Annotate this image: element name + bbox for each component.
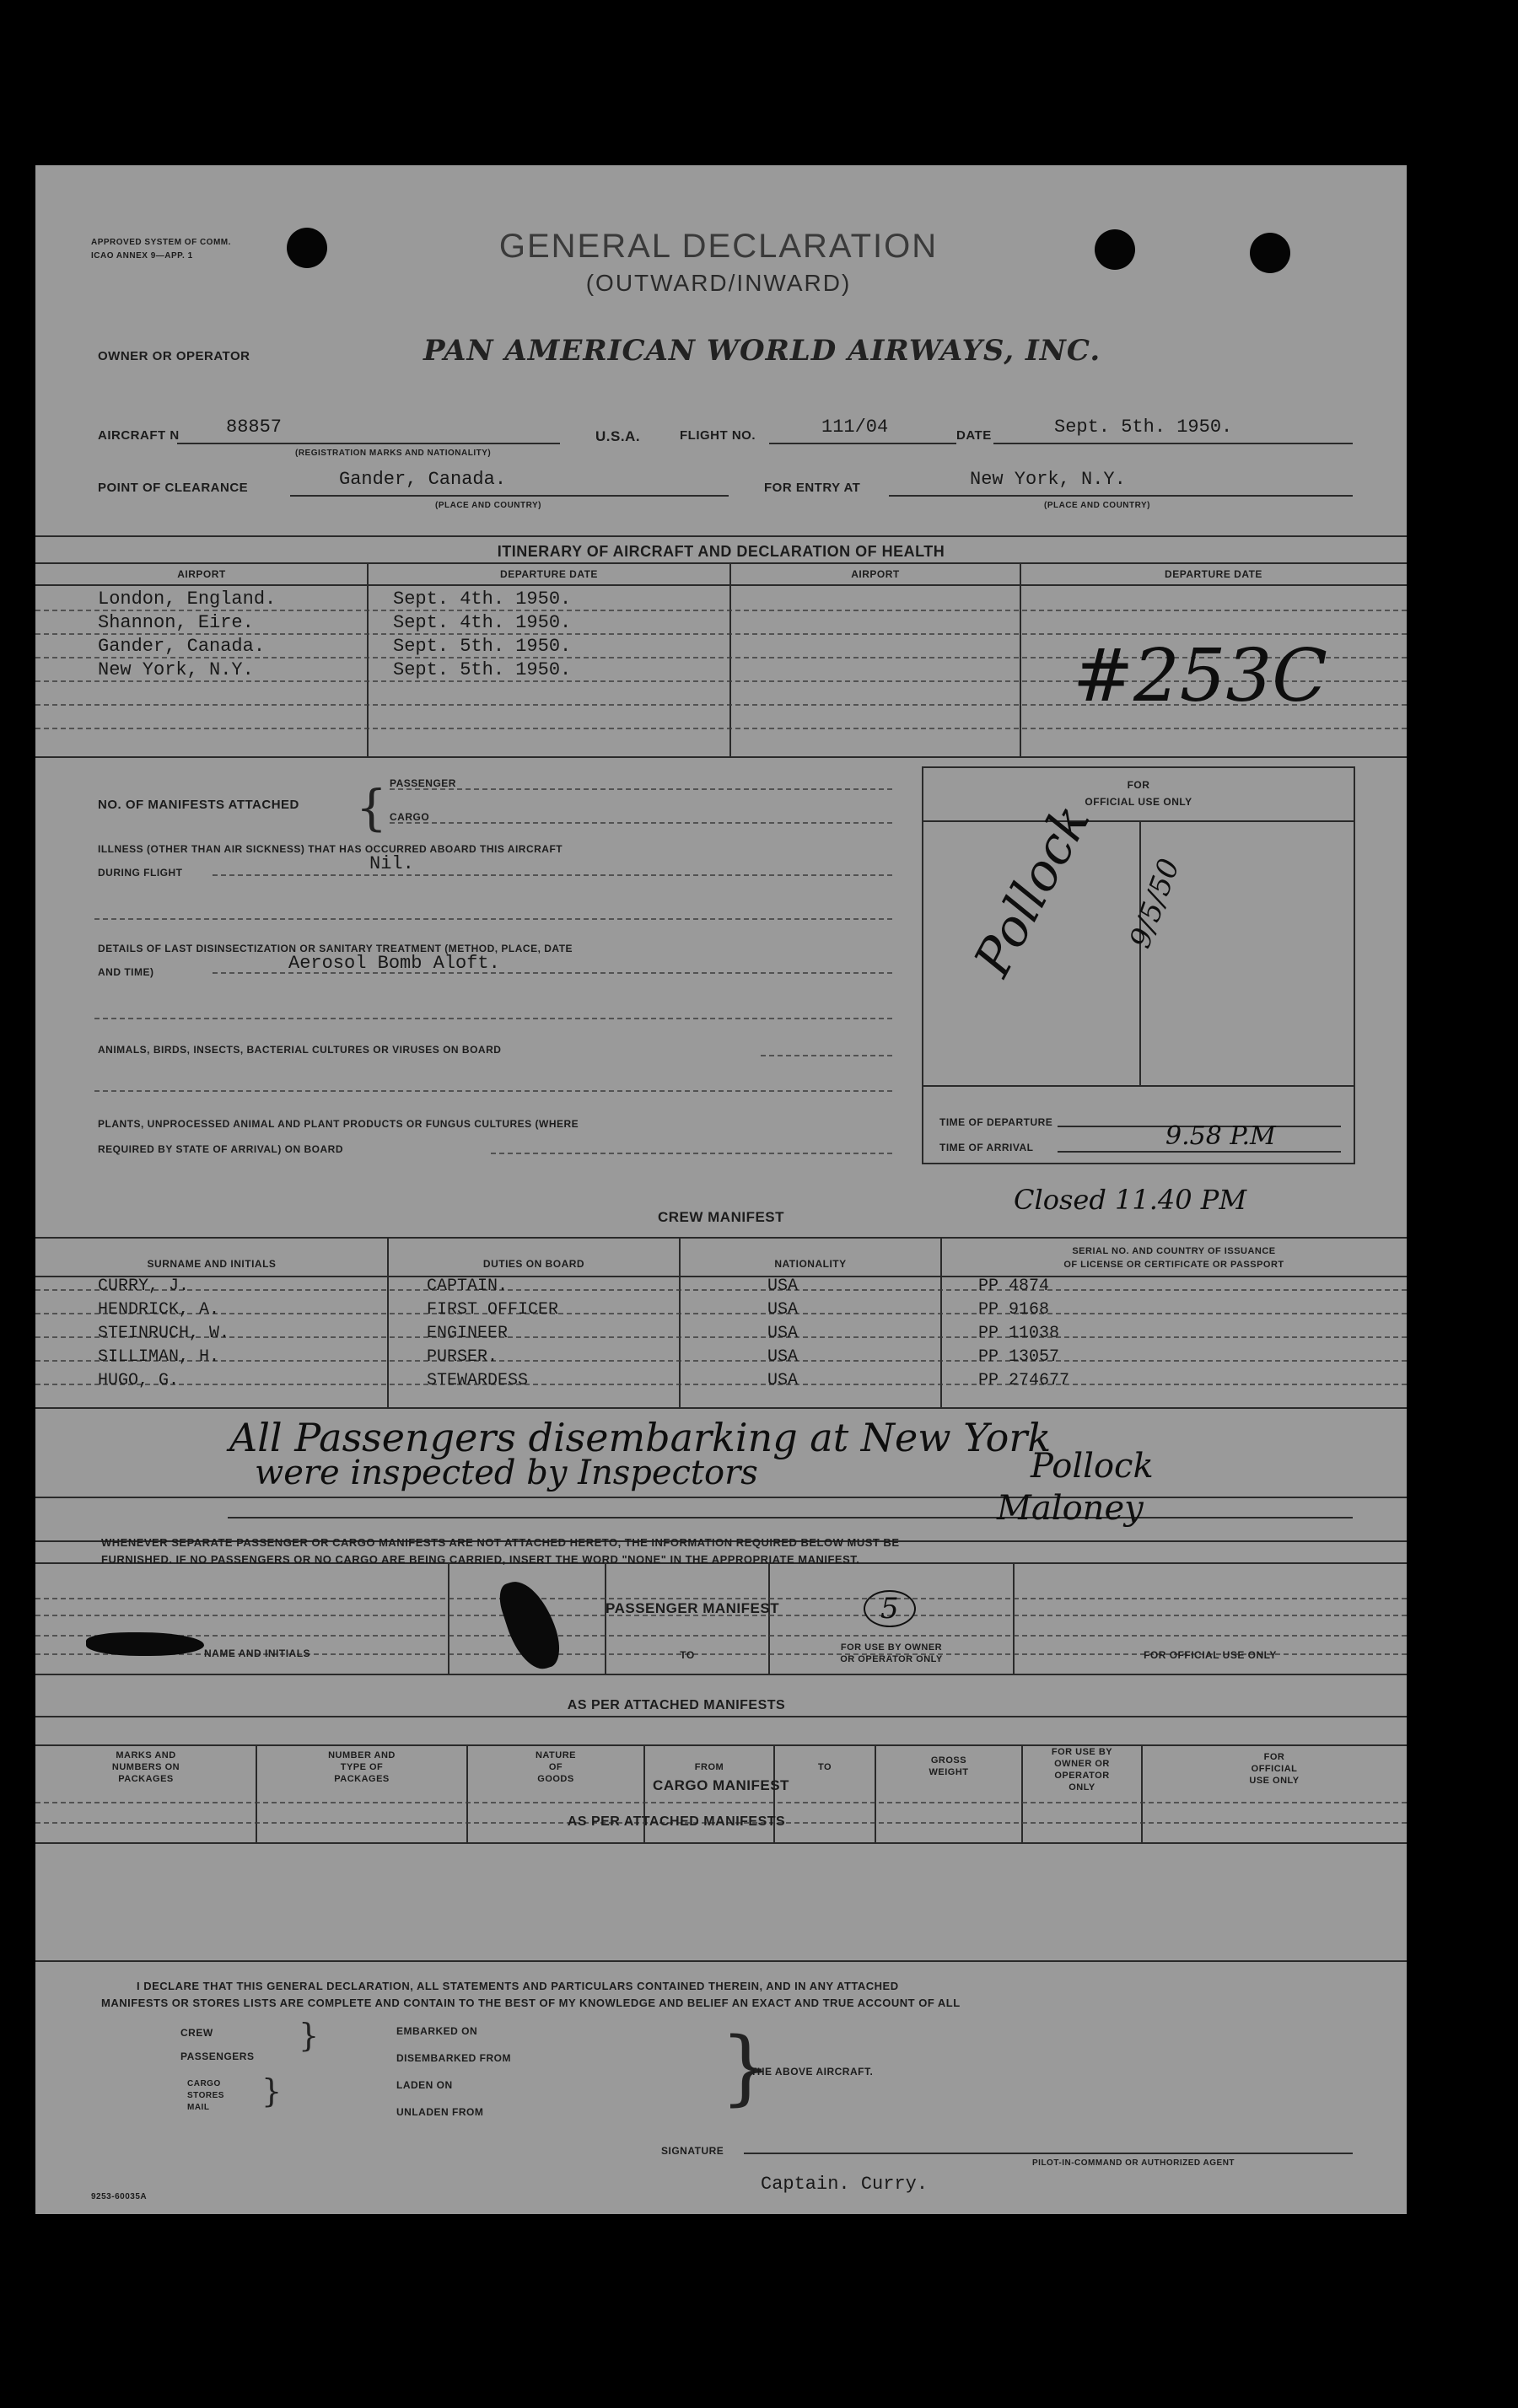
official-box-title: FOR	[1127, 779, 1150, 791]
plants-label: REQUIRED BY STATE OF ARRIVAL) ON BOARD	[98, 1143, 344, 1155]
brace: {	[356, 779, 387, 836]
crew-nationality: USA	[767, 1277, 799, 1296]
handwritten-note: were inspected by Inspectors	[255, 1454, 758, 1492]
crew-serial: PP 11038	[978, 1324, 1060, 1343]
handwritten-stamp-number: #253C	[1073, 634, 1328, 718]
passenger-manifest-title: PASSENGER MANIFEST	[606, 1600, 780, 1616]
itinerary-airport: London, England.	[98, 589, 277, 610]
flight-number: 111/04	[821, 417, 889, 438]
declaration-stores: STORES	[187, 2091, 224, 2100]
declaration-text: I DECLARE THAT THIS GENERAL DECLARATION, ALL STATEMENTS AND PARTICULARS CONTAINED THEREIN, AND IN ANY ATTACHED	[137, 1980, 899, 1992]
ink-blot	[86, 1632, 204, 1656]
illness-label: DURING FLIGHT	[98, 867, 183, 879]
entry-label: FOR ENTRY AT	[764, 481, 861, 495]
brace: }	[720, 2020, 772, 2115]
place-caption: (PLACE AND COUNTRY)	[435, 501, 541, 510]
flight-date: Sept. 5th. 1950.	[1054, 417, 1233, 438]
cargo-count-label: CARGO	[390, 811, 430, 823]
disinsection-value: Aerosol Bomb Aloft.	[288, 953, 500, 974]
crew-nationality: USA	[767, 1300, 799, 1320]
crew-serial: PP 9168	[978, 1300, 1050, 1320]
cargo-col-official: OFFICIAL	[1251, 1764, 1298, 1774]
arrival-time-label: TIME OF ARRIVAL	[939, 1142, 1034, 1153]
crew-duty: CAPTAIN.	[427, 1277, 509, 1296]
passenger-col-to: TO	[680, 1649, 695, 1661]
registration-caption: (REGISTRATION MARKS AND NATIONALITY)	[295, 449, 492, 458]
passenger-as-per: AS PER ATTACHED MANIFESTS	[567, 1698, 786, 1712]
clearance-label: POINT OF CLEARANCE	[98, 481, 249, 495]
itinerary-col-airport2: AIRPORT	[851, 568, 900, 580]
crew-col-surname: SURNAME AND INITIALS	[147, 1258, 277, 1270]
itinerary-airport: Shannon, Eire.	[98, 612, 254, 633]
crew-serial: PP 13057	[978, 1347, 1060, 1367]
official-signature: Pollock	[963, 795, 1102, 986]
approval-note: APPROVED SYSTEM OF COMM.	[91, 238, 231, 247]
inspector-signature: Pollock	[1031, 1447, 1154, 1486]
declaration-text: MANIFESTS OR STORES LISTS ARE COMPLETE AND CONTAIN TO THE BEST OF MY KNOWLEDGE AND BELIEF AN EXACT AND TRUE ACCOUNT OF ALL	[101, 1997, 961, 2009]
arrival-time-value: 9.58 P.M	[1165, 1121, 1276, 1151]
crew-name: HUGO, G.	[98, 1371, 180, 1390]
cargo-col-marks: NUMBERS ON	[111, 1762, 180, 1772]
clearance-value: Gander, Canada.	[339, 469, 507, 490]
crew-serial: PP 274677	[978, 1371, 1070, 1390]
passenger-col-official: FOR OFFICIAL USE ONLY	[1144, 1649, 1277, 1661]
signature-value: Captain. Curry.	[761, 2174, 929, 2195]
aircraft-number: 88857	[226, 417, 283, 438]
cargo-col-number: TYPE OF	[340, 1762, 384, 1772]
cargo-col-marks: PACKAGES	[118, 1774, 174, 1784]
owner-value: PAN AMERICAN WORLD AIRWAYS, INC.	[423, 334, 1101, 368]
flight-label: FLIGHT NO.	[680, 428, 756, 443]
cargo-col-from: FROM	[694, 1762, 724, 1772]
handwritten-note: All Passengers disembarking at New York	[229, 1415, 1052, 1460]
cargo-col-owner: ONLY	[1069, 1782, 1095, 1793]
passenger-count: 5	[864, 1590, 916, 1627]
crew-name: CURRY, J.	[98, 1277, 190, 1296]
crew-nationality: USA	[767, 1347, 799, 1367]
crew-col-serial: OF LICENSE OR CERTIFICATE OR PASSPORT	[1063, 1260, 1284, 1270]
declaration-mail: MAIL	[187, 2103, 210, 2112]
official-box-title: OFFICIAL USE ONLY	[1085, 796, 1192, 808]
cargo-col-gross: GROSS	[930, 1755, 967, 1766]
notice-text: WHENEVER SEPARATE PASSENGER OR CARGO MANIFESTS ARE NOT ATTACHED HERETO, THE INFORMATION REQUIRED BELOW MUST BE	[101, 1536, 900, 1549]
plants-label: PLANTS, UNPROCESSED ANIMAL AND PLANT PRODUCTS OR FUNGUS CULTURES (WHERE	[98, 1118, 579, 1130]
itinerary-col-departure2: DEPARTURE DATE	[1165, 568, 1262, 580]
approval-note: ICAO ANNEX 9—APP. 1	[91, 251, 193, 261]
passenger-col-owner: OR OPERATOR ONLY	[840, 1654, 943, 1664]
brace: }	[299, 2017, 320, 2054]
cargo-col-nature: GOODS	[537, 1774, 574, 1784]
itinerary-col-airport: AIRPORT	[177, 568, 226, 580]
crew-duty: FIRST OFFICER	[427, 1300, 559, 1320]
crew-title: CREW MANIFEST	[657, 1209, 785, 1225]
cargo-col-owner: OWNER OR	[1054, 1759, 1110, 1769]
cargo-col-to: TO	[817, 1762, 832, 1772]
closed-note: Closed 11.40 PM	[1014, 1184, 1247, 1216]
crew-col-serial: SERIAL NO. AND COUNTRY OF ISSUANCE	[1072, 1246, 1276, 1256]
disinsection-label: DETAILS OF LAST DISINSECTIZATION OR SANITARY TREATMENT (METHOD, PLACE, DATE	[98, 943, 573, 954]
cargo-col-number: PACKAGES	[334, 1774, 390, 1784]
cargo-col-official: FOR	[1263, 1752, 1285, 1762]
declaration-passengers: PASSENGERS	[180, 2051, 255, 2062]
itinerary-airport: New York, N.Y.	[98, 659, 254, 680]
itinerary-title: ITINERARY OF AIRCRAFT AND DECLARATION OF HEALTH	[497, 543, 945, 560]
itinerary-date: Sept. 4th. 1950.	[393, 612, 572, 633]
notice-text: FURNISHED. IF NO PASSENGERS OR NO CARGO ARE BEING CARRIED, INSERT THE WORD "NONE" IN THE APPROPRIATE MANIFEST.	[101, 1553, 860, 1566]
cargo-col-nature: NATURE	[535, 1750, 576, 1760]
illness-label: ILLNESS (OTHER THAN AIR SICKNESS) THAT HAS OCCURRED ABOARD THIS AIRCRAFT	[98, 843, 563, 855]
declaration-above-aircraft: THE ABOVE AIRCRAFT.	[751, 2066, 874, 2077]
itinerary-date: Sept. 4th. 1950.	[393, 589, 572, 610]
place-caption: (PLACE AND COUNTRY)	[1044, 501, 1150, 510]
cargo-col-official: USE ONLY	[1249, 1776, 1300, 1786]
crew-serial: PP 4874	[978, 1277, 1050, 1296]
itinerary-date: Sept. 5th. 1950.	[393, 659, 572, 680]
crew-nationality: USA	[767, 1371, 799, 1390]
owner-label: OWNER OR OPERATOR	[98, 349, 250, 363]
cargo-col-owner: FOR USE BY	[1051, 1747, 1113, 1757]
signature-label: SIGNATURE	[661, 2145, 724, 2157]
crew-col-nationality: NATIONALITY	[774, 1258, 847, 1270]
itinerary-airport: Gander, Canada.	[98, 636, 266, 657]
cargo-manifest-title: CARGO MANIFEST	[653, 1777, 789, 1793]
form-title: GENERAL DECLARATION	[498, 228, 939, 265]
crew-duty: STEWARDESS	[427, 1371, 529, 1390]
form-subtitle: (OUTWARD/INWARD)	[585, 270, 852, 296]
passenger-count-label: PASSENGER	[390, 777, 456, 789]
crew-name: STEINRUCH, W.	[98, 1324, 230, 1343]
date-label: DATE	[956, 428, 992, 443]
cargo-col-gross: WEIGHT	[929, 1767, 969, 1777]
entry-value: New York, N.Y.	[970, 469, 1126, 490]
cargo-as-per: AS PER ATTACHED MANIFESTS	[567, 1814, 786, 1829]
declaration-form	[35, 165, 1407, 2214]
declaration-embarked: EMBARKED ON	[396, 2025, 478, 2037]
declaration-disembarked: DISEMBARKED FROM	[396, 2052, 511, 2064]
aircraft-label: AIRCRAFT N	[98, 428, 180, 443]
crew-nationality: USA	[767, 1324, 799, 1343]
cargo-col-marks: MARKS AND	[116, 1750, 176, 1760]
declaration-cargo: CARGO	[187, 2079, 221, 2088]
declaration-unladen: UNLADEN FROM	[396, 2106, 484, 2118]
crew-duty: PURSER.	[427, 1347, 498, 1367]
cargo-col-number: NUMBER AND	[328, 1750, 396, 1760]
inspector-signature: Maloney	[997, 1489, 1144, 1528]
pilot-caption: PILOT-IN-COMMAND OR AUTHORIZED AGENT	[1032, 2158, 1235, 2168]
itinerary-date: Sept. 5th. 1950.	[393, 636, 572, 657]
brace: }	[261, 2072, 283, 2110]
form-number: 9253-60035A	[91, 2192, 148, 2201]
departure-time-label: TIME OF DEPARTURE	[939, 1116, 1053, 1128]
cargo-col-owner: OPERATOR	[1054, 1771, 1110, 1781]
country-label: U.S.A.	[595, 428, 641, 444]
crew-name: HENDRICK, A.	[98, 1300, 220, 1320]
declaration-crew: CREW	[180, 2027, 213, 2039]
crew-duty: ENGINEER	[427, 1324, 509, 1343]
official-signature-date: 9/5/50	[1123, 854, 1187, 953]
manifests-label: NO. OF MANIFESTS ATTACHED	[98, 798, 299, 812]
illness-value: Nil.	[369, 853, 414, 874]
crew-name: SILLIMAN, H.	[98, 1347, 220, 1367]
disinsection-label: AND TIME)	[98, 966, 154, 978]
declaration-laden: LADEN ON	[396, 2079, 453, 2091]
animals-label: ANIMALS, BIRDS, INSECTS, BACTERIAL CULTURES OR VIRUSES ON BOARD	[98, 1044, 502, 1056]
itinerary-col-departure: DEPARTURE DATE	[500, 568, 598, 580]
passenger-col-name: NAME AND INITIALS	[204, 1647, 311, 1659]
crew-col-duties: DUTIES ON BOARD	[482, 1258, 585, 1270]
cargo-col-nature: OF	[548, 1762, 563, 1772]
passenger-col-owner: FOR USE BY OWNER	[840, 1642, 943, 1653]
